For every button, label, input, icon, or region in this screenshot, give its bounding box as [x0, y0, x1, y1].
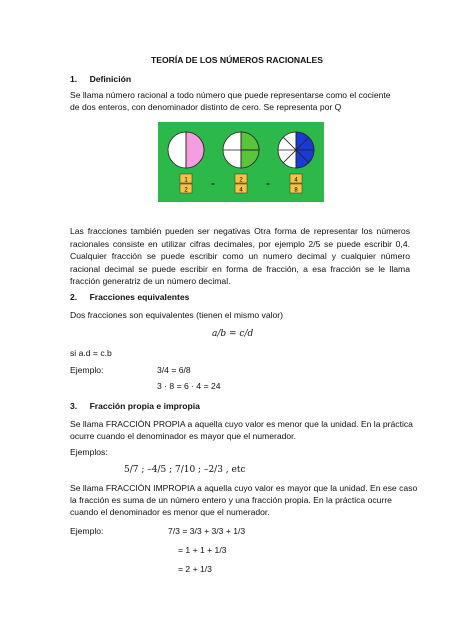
section-title: Fracción propia e impropia [89, 401, 200, 411]
equals-sign-2: = [266, 182, 270, 188]
section-3-heading [70, 401, 200, 411]
fraction-num-2: 2 [239, 177, 243, 184]
improper-fraction-line-2: la fracción es suma de un número entero y una fracción propia. En la práctica ocurre [70, 495, 392, 505]
equals-sign-1: = [211, 182, 215, 188]
example-label: Ejemplo: [70, 365, 104, 375]
fraction-circles-svg [158, 122, 324, 202]
fraction-num-3: 4 [294, 177, 298, 184]
fraction-den-3: 8 [294, 187, 298, 194]
example-label-2: Ejemplo: [70, 526, 104, 536]
circle-halves [168, 132, 204, 168]
fraction-label-1 [180, 174, 192, 194]
fraction-label-2 [235, 174, 247, 194]
section-title: Fracciones equivalentes [89, 292, 190, 302]
equivalence-formula: a/b = c/d [212, 329, 254, 339]
improper-fraction-line-1: Se llama FRACCIÓN IMPROPIA a aquella cuyo valor es mayor que la unidad. En ese caso [70, 483, 418, 493]
proper-fraction-line-2: ocurre cuando el denominador es mayor que el numerador. [70, 431, 296, 441]
improper-example-line-1: 7/3 = 3/3 + 3/3 + 1/3 [168, 526, 246, 536]
section-2-heading [70, 292, 189, 302]
example-line-1: 3/4 = 6/8 [157, 365, 191, 375]
fraction-circles-figure [158, 122, 324, 202]
fraction-den-2: 4 [239, 187, 243, 194]
fraction-num-1: 1 [184, 177, 188, 184]
examples-list: 5/7 ; –4/5 ; 7/10 ; –2/3 , etc [124, 465, 246, 475]
proper-fraction-line-1: Se llama FRACCIÓN PROPIA a aquella cuyo valor es menor que la unidad. En la práctica [70, 419, 413, 429]
fraction-den-1: 2 [184, 187, 188, 194]
negative-fractions-paragraph: Las fracciones también pueden ser negativas Otra forma de representar los números racionales consiste en utilizar cifras decimales, por ejemplo 2/5 se puede escribir 0,4. Cualquier fracción se puede escribir como un numero decimal y cualquier número racional decimal se puede escribir en forma de fracción, a esa fracción se le llama fracción generatriz de un número decimal. [70, 226, 410, 286]
improper-example-line-2: = 1 + 1 + 1/3 [178, 545, 227, 555]
circle-eighths [278, 132, 314, 168]
definition-line-1: Se llama número racional a todo número que puede representarse como el cociente [70, 90, 391, 100]
improper-fraction-line-3: cuando el denominador es menor que el numerador. [70, 507, 270, 517]
section-number: 3. [70, 401, 78, 411]
equivalence-condition: si a.d = c.b [70, 348, 112, 358]
examples-label: Ejemplos: [70, 447, 108, 457]
document-title: TEORÍA DE LOS NÚMEROS RACIONALES [150, 55, 324, 65]
section-1-heading [70, 74, 131, 84]
circle-quarters [223, 132, 259, 168]
improper-example-line-3: = 2 + 1/3 [178, 564, 212, 574]
section-number: 2. [70, 292, 78, 302]
equivalent-definition: Dos fracciones son equivalentes (tienen el mismo valor) [70, 310, 284, 320]
section-number: 1. [70, 74, 78, 84]
definition-line-2: de dos enteros, con denominador distinto de cero. Se representa por Q [70, 102, 342, 112]
section-title: Definición [89, 74, 132, 84]
example-line-2: 3 · 8 = 6 · 4 = 24 [157, 381, 221, 391]
fraction-label-3 [290, 174, 302, 194]
